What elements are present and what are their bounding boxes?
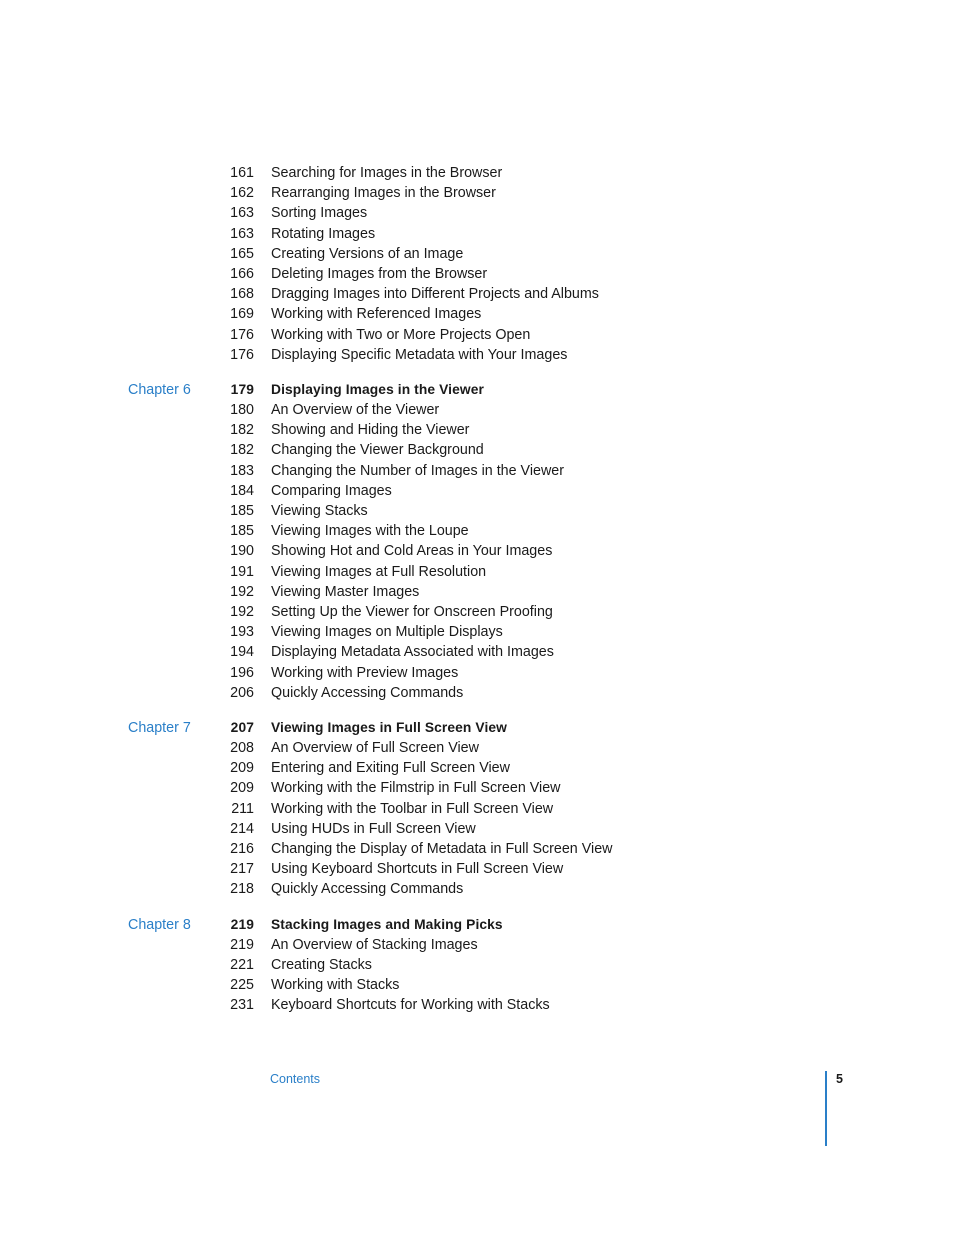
toc-entry-title: Comparing Images [271,482,392,499]
toc-entry-title: Viewing Master Images [271,583,420,600]
toc-entry-title: Using HUDs in Full Screen View [271,820,476,837]
toc-page-number: 190 [230,543,254,560]
toc-entry[interactable] [0,325,954,345]
toc-page-number: 225 [230,977,254,994]
toc-entry-title: Keyboard Shortcuts for Working with Stacks [271,997,550,1014]
toc-entry-title: Creating Versions of an Image [271,245,464,262]
toc-entry-title: Quickly Accessing Commands [271,881,464,898]
toc-page-number: 219 [230,936,254,953]
toc-page-number: 163 [230,205,254,222]
toc-entry-title: An Overview of Full Screen View [271,740,479,757]
toc-entry[interactable] [0,440,954,460]
toc-entry[interactable] [0,461,954,481]
toc-entry-title: Rotating Images [271,225,376,242]
toc-entry[interactable] [0,955,954,975]
toc-page-number: 217 [230,861,254,878]
toc-entry[interactable] [0,562,954,582]
toc-entry[interactable] [0,935,954,955]
toc-entry-title: Viewing Images with the Loupe [271,523,469,540]
toc-entry-title: Working with Two or More Projects Open [271,326,531,343]
toc-entry[interactable] [0,602,954,622]
toc-page-number: 166 [230,265,254,282]
toc-page-number: 185 [230,503,254,519]
toc-entry-title: Working with Referenced Images [271,306,482,323]
toc-entry-title: Showing Hot and Cold Areas in Your Images [271,543,553,560]
toc-entry-title: Dragging Images into Different Projects and Albums [271,286,599,303]
toc-page-number: 193 [230,624,254,641]
toc-entry-title: Working with the Toolbar in Full Screen View [271,800,554,817]
toc-entry-title: Using Keyboard Shortcuts in Full Screen View [271,861,564,878]
toc-entry-title: Viewing Stacks [271,503,368,519]
toc-page-number: 185 [230,523,254,540]
toc-page-number: 165 [230,245,254,262]
toc-page-number: 219 [230,916,254,932]
toc-entry-title: Changing the Viewer Background [271,442,484,459]
toc-page-number: 209 [230,760,254,777]
toc-page-number: 163 [230,225,254,242]
toc-entry-title: Viewing Images on Multiple Displays [271,624,503,641]
chapter-heading-row[interactable] [0,380,954,400]
toc-entry[interactable] [0,859,954,879]
chapter-label[interactable]: Chapter 7 [128,719,191,736]
toc-page-number: 162 [230,185,254,202]
toc-entry-title: An Overview of Stacking Images [271,936,478,953]
toc-page-number: 192 [230,583,254,600]
toc-section [0,915,954,1016]
toc-page-number: 231 [230,997,254,1014]
chapter-title: Viewing Images in Full Screen View [271,719,507,735]
toc-entry-title: Rearranging Images in the Browser [271,185,496,202]
toc-entry[interactable] [0,819,954,839]
toc-page-number: 176 [230,326,254,343]
toc-page-number: 180 [230,402,254,419]
toc-page-number: 209 [230,780,254,797]
toc-entry-title: Creating Stacks [271,956,372,973]
toc-page-number: 182 [230,422,254,439]
toc-entry[interactable] [0,839,954,859]
toc-section [0,718,954,900]
toc-entry-title: Sorting Images [271,205,368,222]
toc-entry[interactable] [0,738,954,758]
toc-section [0,163,954,365]
chapter-title: Displaying Images in the Viewer [271,381,484,397]
toc-page-number: 169 [230,306,254,323]
toc-entry[interactable] [0,622,954,642]
toc-page-number: 194 [230,644,254,661]
toc-section [0,380,954,703]
toc-page-number: 192 [230,603,254,620]
toc-page-number: 208 [230,740,254,757]
toc-entry[interactable] [0,758,954,778]
toc-page-number: 196 [230,664,254,681]
toc-page-number: 221 [230,956,254,973]
toc-entry-title: Displaying Specific Metadata with Your Images [271,346,568,363]
toc-page-number: 191 [230,563,254,580]
toc-entry-title: Quickly Accessing Commands [271,684,464,701]
toc-page-number: 218 [230,881,254,898]
toc-entry-title: Deleting Images from the Browser [271,265,488,282]
toc-entry[interactable] [0,975,954,995]
toc-entry-title: Entering and Exiting Full Screen View [271,760,510,777]
chapter-heading-row[interactable] [0,718,954,738]
toc-entry[interactable] [0,224,954,244]
toc-page-number: 168 [230,286,254,303]
toc-entry-title: Showing and Hiding the Viewer [271,422,470,439]
toc-page-number: 176 [230,346,254,363]
toc-entry[interactable] [0,420,954,440]
toc-entry[interactable] [0,521,954,541]
chapter-heading-row[interactable] [0,915,954,935]
table-of-contents [0,163,954,1031]
toc-entry[interactable] [0,778,954,798]
toc-entry[interactable] [0,501,954,521]
toc-entry[interactable] [0,995,954,1015]
chapter-label[interactable]: Chapter 8 [128,916,191,933]
toc-page-number: 214 [230,820,254,837]
chapter-title: Stacking Images and Making Picks [271,916,503,932]
footer-page-number: 5 [836,1072,843,1086]
toc-page-number: 183 [230,462,254,479]
toc-entry-title: Working with the Filmstrip in Full Screen View [271,780,561,797]
toc-entry[interactable] [0,203,954,223]
toc-entry[interactable] [0,481,954,501]
toc-page-number: 211 [231,800,254,817]
toc-entry-title: Searching for Images in the Browser [271,165,503,181]
toc-entry-title: An Overview of the Viewer [271,402,440,419]
toc-entry[interactable] [0,642,954,662]
toc-page-number: 184 [230,482,254,499]
toc-page-number: 206 [230,684,254,701]
toc-page-number: 161 [230,165,254,181]
toc-page-number: 207 [230,719,254,735]
toc-page-number: 182 [230,442,254,459]
toc-entry[interactable] [0,304,954,324]
toc-entry-title: Working with Preview Images [271,664,459,681]
toc-entry[interactable] [0,264,954,284]
chapter-label[interactable]: Chapter 6 [128,381,191,398]
toc-entry[interactable] [0,799,954,819]
toc-entry[interactable] [0,400,954,420]
toc-entry[interactable] [0,244,954,264]
toc-entry[interactable] [0,663,954,683]
toc-entry-title: Changing the Number of Images in the Viewer [271,462,564,479]
toc-entry-title: Displaying Metadata Associated with Images [271,644,554,661]
toc-entry-title: Setting Up the Viewer for Onscreen Proofing [271,603,553,620]
toc-entry-title: Changing the Display of Metadata in Full Screen View [271,841,613,857]
toc-entry-title: Viewing Images at Full Resolution [271,563,487,580]
footer-section-label: Contents [270,1072,321,1086]
toc-entry[interactable] [0,163,954,183]
toc-entry[interactable] [0,879,954,899]
toc-entry-title: Working with Stacks [271,977,400,994]
toc-entry[interactable] [0,345,954,365]
toc-entry[interactable] [0,683,954,703]
toc-entry[interactable] [0,284,954,304]
toc-page-number: 179 [230,381,254,397]
toc-entry[interactable] [0,183,954,203]
toc-entry[interactable] [0,582,954,602]
footer-divider [825,1071,827,1146]
toc-entry[interactable] [0,541,954,561]
toc-page-number: 216 [230,841,254,857]
